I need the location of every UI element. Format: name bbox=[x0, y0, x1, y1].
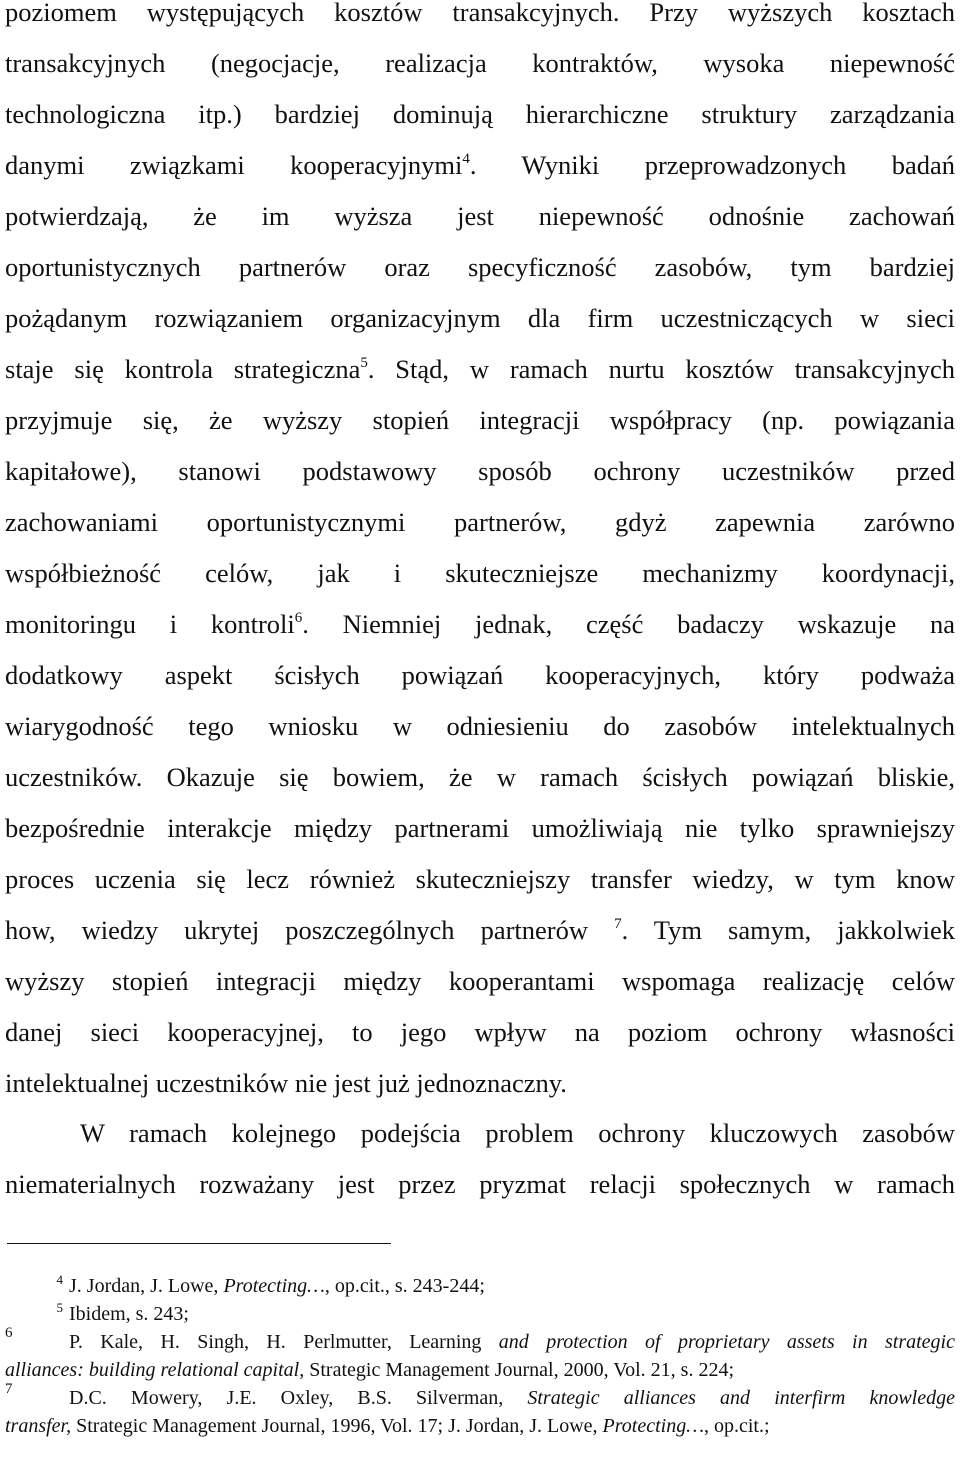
text-line: technologiczna itp.) bardziej dominują hierarchiczne struktury zarządzania bbox=[5, 99, 955, 129]
footnote-ref-6[interactable]: 6 bbox=[294, 610, 303, 626]
text-segment: . Niemniej jednak, część badaczy wskazuje na bbox=[302, 609, 955, 639]
footnote-ref-4[interactable]: 4 bbox=[462, 151, 470, 167]
text-segment: staje się kontrola strategiczna bbox=[5, 354, 361, 384]
footnote-text: , op.cit., s. 243-244; bbox=[324, 1275, 485, 1297]
footnote-title: and protection of proprietary assets in strategic bbox=[498, 1331, 955, 1353]
footnote-7-cont bbox=[5, 1412, 955, 1440]
text-line: W ramach kolejnego podejścia problem ochrony kluczowych zasobów bbox=[80, 1118, 955, 1148]
footnote-ref-7[interactable]: 7 bbox=[614, 916, 622, 932]
footnote-number: 7 bbox=[5, 1381, 13, 1397]
text-line: niematerialnych rozważany jest przez pryzmat relacji społecznych w ramach bbox=[5, 1169, 955, 1199]
footnote-7 bbox=[5, 1381, 955, 1412]
text-line: przyjmuje się, że wyższy stopień integracji współpracy (np. powiązania bbox=[5, 405, 955, 435]
footnote-text: , op.cit.; bbox=[704, 1415, 770, 1437]
text-line: potwierdzają, że im wyższa jest niepewność odnośnie zachowań bbox=[5, 201, 955, 231]
footnote-number: 4 bbox=[56, 1272, 63, 1287]
text-line: transakcyjnych (negocjacje, realizacja kontraktów, wysoka niepewność bbox=[5, 48, 955, 78]
footnote-title: Strategic alliances and interfirm knowledge bbox=[527, 1387, 955, 1409]
text-line bbox=[5, 905, 955, 956]
footnotes bbox=[5, 1272, 955, 1440]
footnote-number: 6 bbox=[5, 1325, 13, 1341]
text-line: proces uczenia się lecz również skuteczniejszy transfer wiedzy, w tym know bbox=[5, 864, 955, 894]
footnote-text: J. Jordan, J. Lowe, bbox=[69, 1275, 224, 1297]
footnote-text: P. Kale, H. Singh, H. Perlmutter, Learning bbox=[69, 1331, 499, 1353]
text-segment: danymi związkami kooperacyjnymi bbox=[5, 150, 463, 180]
text-segment: . Tym samym, jakkolwiek bbox=[621, 915, 955, 945]
text-line bbox=[5, 344, 955, 395]
text-line: uczestników. Okazuje się bowiem, że w ramach ścisłych powiązań bliskie, bbox=[5, 762, 955, 792]
footnote-ref-5[interactable]: 5 bbox=[360, 355, 368, 371]
text-line: poziomem występujących kosztów transakcyjnych. Przy wyższych kosztach bbox=[5, 0, 955, 27]
footnote-6-cont bbox=[5, 1356, 955, 1384]
footnote-title: Protecting… bbox=[223, 1275, 325, 1297]
text-line: oportunistycznych partnerów oraz specyficzność zasobów, tym bardziej bbox=[5, 252, 955, 282]
text-line: intelektualnej uczestników nie jest już jednoznaczny. bbox=[5, 1068, 567, 1098]
text-line: pożądanym rozwiązaniem organizacyjnym dla firm uczestniczących w sieci bbox=[5, 303, 955, 333]
footnote-4 bbox=[5, 1272, 955, 1300]
footnote-text: Ibidem, s. 243; bbox=[69, 1303, 189, 1325]
footnote-5 bbox=[5, 1300, 955, 1328]
body-paragraph-2 bbox=[5, 1108, 955, 1210]
footnote-title: transfer, bbox=[5, 1415, 72, 1437]
footnote-text: D.C. Mowery, J.E. Oxley, B.S. Silverman, bbox=[69, 1387, 528, 1409]
footnote-number: 5 bbox=[56, 1300, 63, 1315]
footnote-separator bbox=[7, 1243, 391, 1244]
text-line: wyższy stopień integracji między kooperantami wspomaga realizację celów bbox=[5, 966, 955, 996]
text-segment: . Stąd, w ramach nurtu kosztów transakcyjnych bbox=[367, 354, 955, 384]
text-line: danej sieci kooperacyjnej, to jego wpływ na poziom ochrony własności bbox=[5, 1017, 955, 1047]
text-segment: . Wyniki przeprowadzonych badań bbox=[469, 150, 955, 180]
text-line: kapitałowe), stanowi podstawowy sposób ochrony uczestników przed bbox=[5, 456, 955, 486]
footnote-6 bbox=[5, 1325, 955, 1356]
text-line: dodatkowy aspekt ścisłych powiązań kooperacyjnych, który podważa bbox=[5, 660, 955, 690]
text-line: bezpośrednie interakcje między partnerami umożliwiają nie tylko sprawniejszy bbox=[5, 813, 955, 843]
text-segment: how, wiedzy ukrytej poszczególnych partnerów bbox=[5, 915, 588, 945]
footnote-title: Protecting… bbox=[602, 1415, 704, 1437]
text-line: wiarygodność tego wniosku w odniesieniu do zasobów intelektualnych bbox=[5, 711, 955, 741]
text-line bbox=[5, 140, 955, 191]
body-paragraph-1 bbox=[5, 0, 955, 1109]
footnote-title: alliances: building relational capital bbox=[5, 1359, 300, 1381]
footnote-text: Strategic Management Journal, 1996, Vol. 17; J. Jordan, J. Lowe, bbox=[71, 1415, 603, 1437]
text-line bbox=[5, 599, 955, 650]
text-segment: monitoringu i kontroli bbox=[5, 609, 295, 639]
footnote-text: , Strategic Management Journal, 2000, Vol. 21, s. 224; bbox=[299, 1359, 734, 1381]
text-line: zachowaniami oportunistycznymi partnerów, gdyż zapewnia zarówno bbox=[5, 507, 955, 537]
text-line: współbieżność celów, jak i skuteczniejsze mechanizmy koordynacji, bbox=[5, 558, 955, 588]
